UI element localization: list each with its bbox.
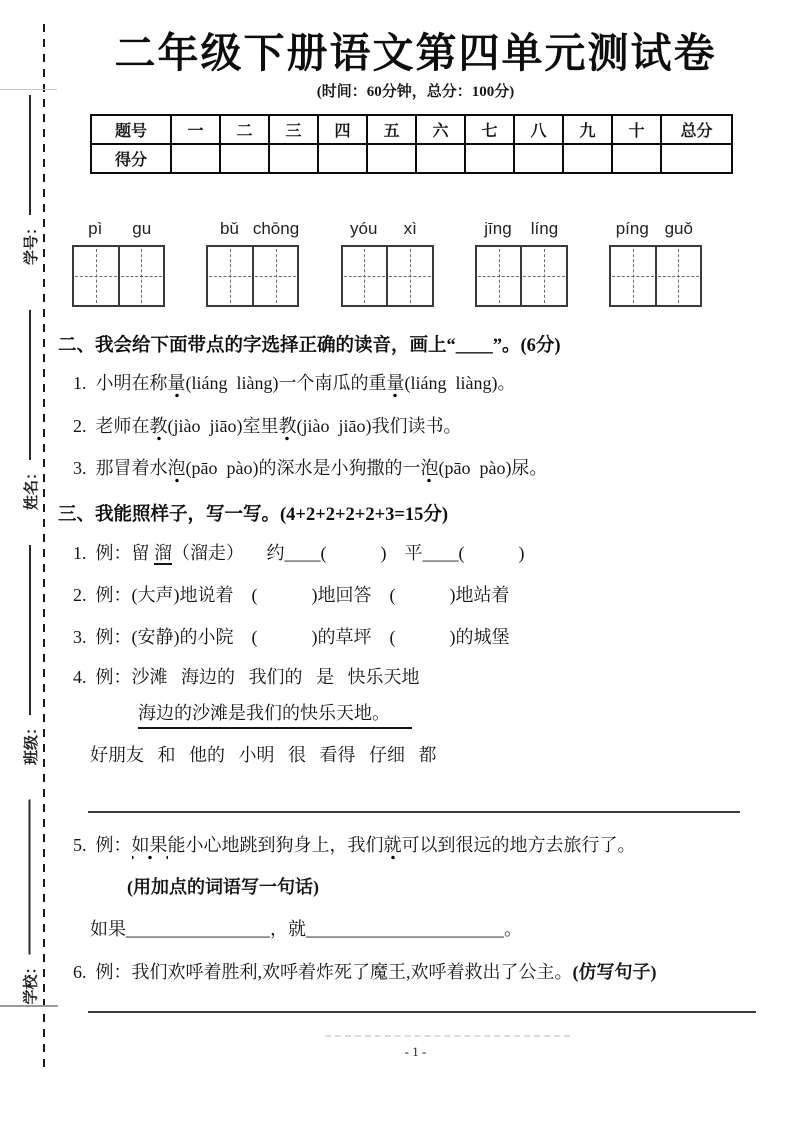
score-cell-empty bbox=[465, 144, 514, 173]
pinyin-syllable: píng bbox=[615, 219, 649, 238]
underlined-char: 溜 bbox=[154, 543, 172, 563]
item-number: 1. bbox=[73, 373, 87, 393]
item-text-run: (pāo pào)的深水是小狗撒的一 bbox=[185, 458, 421, 478]
fold-mark-bottom bbox=[0, 1005, 58, 1007]
item-text-run: 例： bbox=[95, 835, 132, 855]
score-cell-empty bbox=[318, 144, 367, 173]
pinyin-writing-section bbox=[72, 219, 702, 307]
dotted-char: 教 bbox=[278, 416, 297, 436]
score-cell-empty bbox=[269, 144, 318, 173]
dotted-char: 量 bbox=[167, 373, 186, 393]
item-text-run: 老师在 bbox=[95, 416, 150, 436]
score-table-score-row bbox=[91, 144, 732, 173]
pinyin-syllable: chōng bbox=[252, 219, 300, 238]
score-cell-empty bbox=[612, 144, 661, 173]
writing-cell bbox=[74, 247, 118, 305]
item-number: 3. bbox=[73, 627, 87, 647]
sidebar-field-class bbox=[15, 545, 45, 765]
dotted-char: 教 bbox=[149, 416, 168, 436]
class-fill-line bbox=[29, 545, 31, 715]
question-item-3-2 bbox=[73, 584, 779, 607]
school-fill-line bbox=[29, 800, 31, 955]
item-number: 1. bbox=[73, 543, 87, 563]
question-item-2-2 bbox=[73, 415, 779, 438]
instruction-note: (用加点的词语写一句话) bbox=[127, 877, 319, 897]
item-text: 例：沙滩 海边的 我们的 是 快乐天地 bbox=[95, 667, 420, 687]
pinyin-group bbox=[341, 219, 434, 307]
answer-blank-line bbox=[88, 1011, 756, 1013]
item-text-run: (jiào jiāo)我们读书。 bbox=[296, 416, 462, 436]
writing-cell bbox=[520, 247, 566, 305]
writing-cell bbox=[386, 247, 432, 305]
score-header-cell: 六 bbox=[416, 115, 465, 144]
item-text bbox=[96, 542, 525, 565]
item-text-run: 例：留 bbox=[95, 543, 154, 563]
item-text-run: 例：我们欢呼着胜利,欢呼着炸死了魔王,欢呼着救出了公主。 bbox=[95, 962, 573, 982]
example-answer-sentence bbox=[138, 702, 779, 729]
fill-in-sentence: 如果________________，就______________________。 bbox=[90, 919, 522, 939]
score-cell-empty bbox=[661, 144, 732, 173]
writing-cell bbox=[655, 247, 701, 305]
writing-cell bbox=[343, 247, 387, 305]
score-header-cell: 七 bbox=[465, 115, 514, 144]
student-id-fill-line bbox=[29, 95, 31, 215]
pinyin-syllable: bǔ bbox=[220, 219, 239, 238]
score-cell-empty bbox=[220, 144, 269, 173]
item-text-run: (liáng liàng)一个南瓜的重 bbox=[185, 373, 387, 393]
character-writing-box bbox=[475, 245, 568, 307]
scan-artifact-line bbox=[325, 1035, 570, 1037]
score-table bbox=[90, 114, 733, 174]
pinyin-group bbox=[475, 219, 568, 307]
pinyin-syllable: jīng bbox=[484, 219, 512, 238]
score-cell-empty bbox=[171, 144, 220, 173]
dotted-word: 如果 bbox=[131, 835, 168, 855]
instruction-note: (仿写句子) bbox=[572, 962, 657, 982]
pinyin-syllable: líng bbox=[530, 219, 559, 238]
item-text bbox=[96, 457, 548, 480]
question-item-3-3 bbox=[73, 626, 779, 649]
item-text bbox=[96, 961, 657, 984]
writing-cell bbox=[208, 247, 252, 305]
score-header-cell: 八 bbox=[514, 115, 563, 144]
student-id-label: 学号： bbox=[23, 219, 40, 265]
question-item-2-3 bbox=[73, 457, 779, 480]
sidebar-field-student-id bbox=[15, 95, 45, 265]
page-number: - 1 - bbox=[404, 1044, 427, 1059]
score-cell-empty bbox=[514, 144, 563, 173]
writing-cell bbox=[252, 247, 298, 305]
item-text-run: (liáng liàng)。 bbox=[404, 373, 516, 393]
item-text-run: ( ) bbox=[458, 543, 525, 563]
score-header-cell: 五 bbox=[367, 115, 416, 144]
item-text-run: 能小心地跳到狗身上，我们 bbox=[167, 835, 384, 855]
item-text-run: (jiào jiāo)室里 bbox=[167, 416, 279, 436]
score-header-cell: 四 bbox=[318, 115, 367, 144]
character-writing-box bbox=[609, 245, 702, 307]
section2-heading: 二、我会给下面带点的字选择正确的读音，画上“____”。(6分) bbox=[58, 336, 561, 356]
score-header-cell: 二 bbox=[220, 115, 269, 144]
class-label: 班级： bbox=[23, 719, 40, 765]
answer-blank: ____ bbox=[284, 543, 321, 563]
item-text bbox=[96, 834, 636, 857]
name-fill-line bbox=[29, 310, 31, 460]
item-5-fill-line bbox=[90, 918, 779, 941]
item-number: 2. bbox=[73, 585, 87, 605]
underlined-example-answer: 海边的沙滩是我们的快乐天地。 bbox=[138, 702, 412, 729]
pinyin-syllable: guǒ bbox=[664, 219, 693, 238]
item-text: 例：(大声)地说着 ( )地回答 ( )地站着 bbox=[95, 585, 510, 605]
item-text: 例：(安静)的小院 ( )的草坪 ( )的城堡 bbox=[95, 627, 510, 647]
item-text-run: ( ) 平 bbox=[320, 543, 423, 563]
item-number: 3. bbox=[73, 458, 87, 478]
item-number: 5. bbox=[73, 835, 87, 855]
pinyin-group bbox=[72, 219, 165, 307]
question-item-3-6 bbox=[73, 961, 779, 984]
question-item-2-1 bbox=[73, 372, 779, 395]
item-text-run: 那冒着水 bbox=[95, 458, 168, 478]
school-label: 学校： bbox=[23, 959, 39, 1005]
item-number: 2. bbox=[73, 416, 87, 436]
word-bank-text: 好朋友 和 他的 小明 很 看得 仔细 都 bbox=[90, 745, 437, 765]
item-text bbox=[96, 372, 516, 395]
question-item-3-1 bbox=[73, 542, 779, 565]
writing-cell bbox=[118, 247, 164, 305]
item-text-run: （溜走） 约 bbox=[172, 543, 285, 563]
sidebar-field-school bbox=[15, 800, 45, 1005]
score-cell-empty bbox=[416, 144, 465, 173]
pinyin-group bbox=[206, 219, 299, 307]
pinyin-syllable: yóu bbox=[350, 219, 378, 238]
section3-heading: 三、我能照样子，写一写。(4+2+2+2+2+3=15分) bbox=[58, 505, 449, 525]
question-item-3-5 bbox=[73, 834, 779, 857]
pinyin-group bbox=[609, 219, 702, 307]
dotted-char: 泡 bbox=[167, 458, 186, 478]
page-subtitle: (时间：60分钟，总分：100分) bbox=[316, 84, 515, 100]
score-header-cell: 一 bbox=[171, 115, 220, 144]
score-header-cell: 题号 bbox=[91, 115, 171, 144]
name-label: 姓名： bbox=[23, 464, 40, 510]
dotted-char: 量 bbox=[386, 373, 405, 393]
score-header-cell: 总分 bbox=[661, 115, 732, 144]
pinyin-syllable: xì bbox=[403, 219, 417, 238]
question-item-3-4 bbox=[73, 666, 779, 689]
word-bank bbox=[90, 744, 779, 767]
answer-blank-line bbox=[88, 811, 740, 813]
score-table-header-row bbox=[91, 115, 732, 144]
character-writing-box bbox=[341, 245, 434, 307]
character-writing-box bbox=[206, 245, 299, 307]
item-text bbox=[96, 415, 462, 438]
score-header-cell: 三 bbox=[269, 115, 318, 144]
sidebar-field-name bbox=[15, 310, 45, 510]
item-text-run: 可以到很远的地方去旅行了。 bbox=[401, 835, 636, 855]
item-text-run: (pāo pào)尿。 bbox=[438, 458, 548, 478]
answer-blank: ____ bbox=[422, 543, 459, 563]
item-text-run: 小明在称 bbox=[95, 373, 168, 393]
score-cell-empty bbox=[563, 144, 612, 173]
pinyin-syllable: pì bbox=[88, 219, 103, 238]
page-title: 二年级下册语文第四单元测试卷 bbox=[114, 30, 717, 76]
item-number: 6. bbox=[73, 962, 87, 982]
character-writing-box bbox=[72, 245, 165, 307]
writing-cell bbox=[477, 247, 521, 305]
writing-cell bbox=[611, 247, 655, 305]
dotted-word: 就 bbox=[383, 835, 402, 855]
pinyin-syllable: gu bbox=[132, 219, 152, 238]
item-number: 4. bbox=[73, 667, 87, 687]
item-5-instruction bbox=[127, 876, 779, 899]
score-header-cell: 九 bbox=[563, 115, 612, 144]
score-cell-empty bbox=[367, 144, 416, 173]
score-row-label: 得分 bbox=[91, 144, 171, 173]
score-header-cell: 十 bbox=[612, 115, 661, 144]
dotted-char: 泡 bbox=[420, 458, 439, 478]
